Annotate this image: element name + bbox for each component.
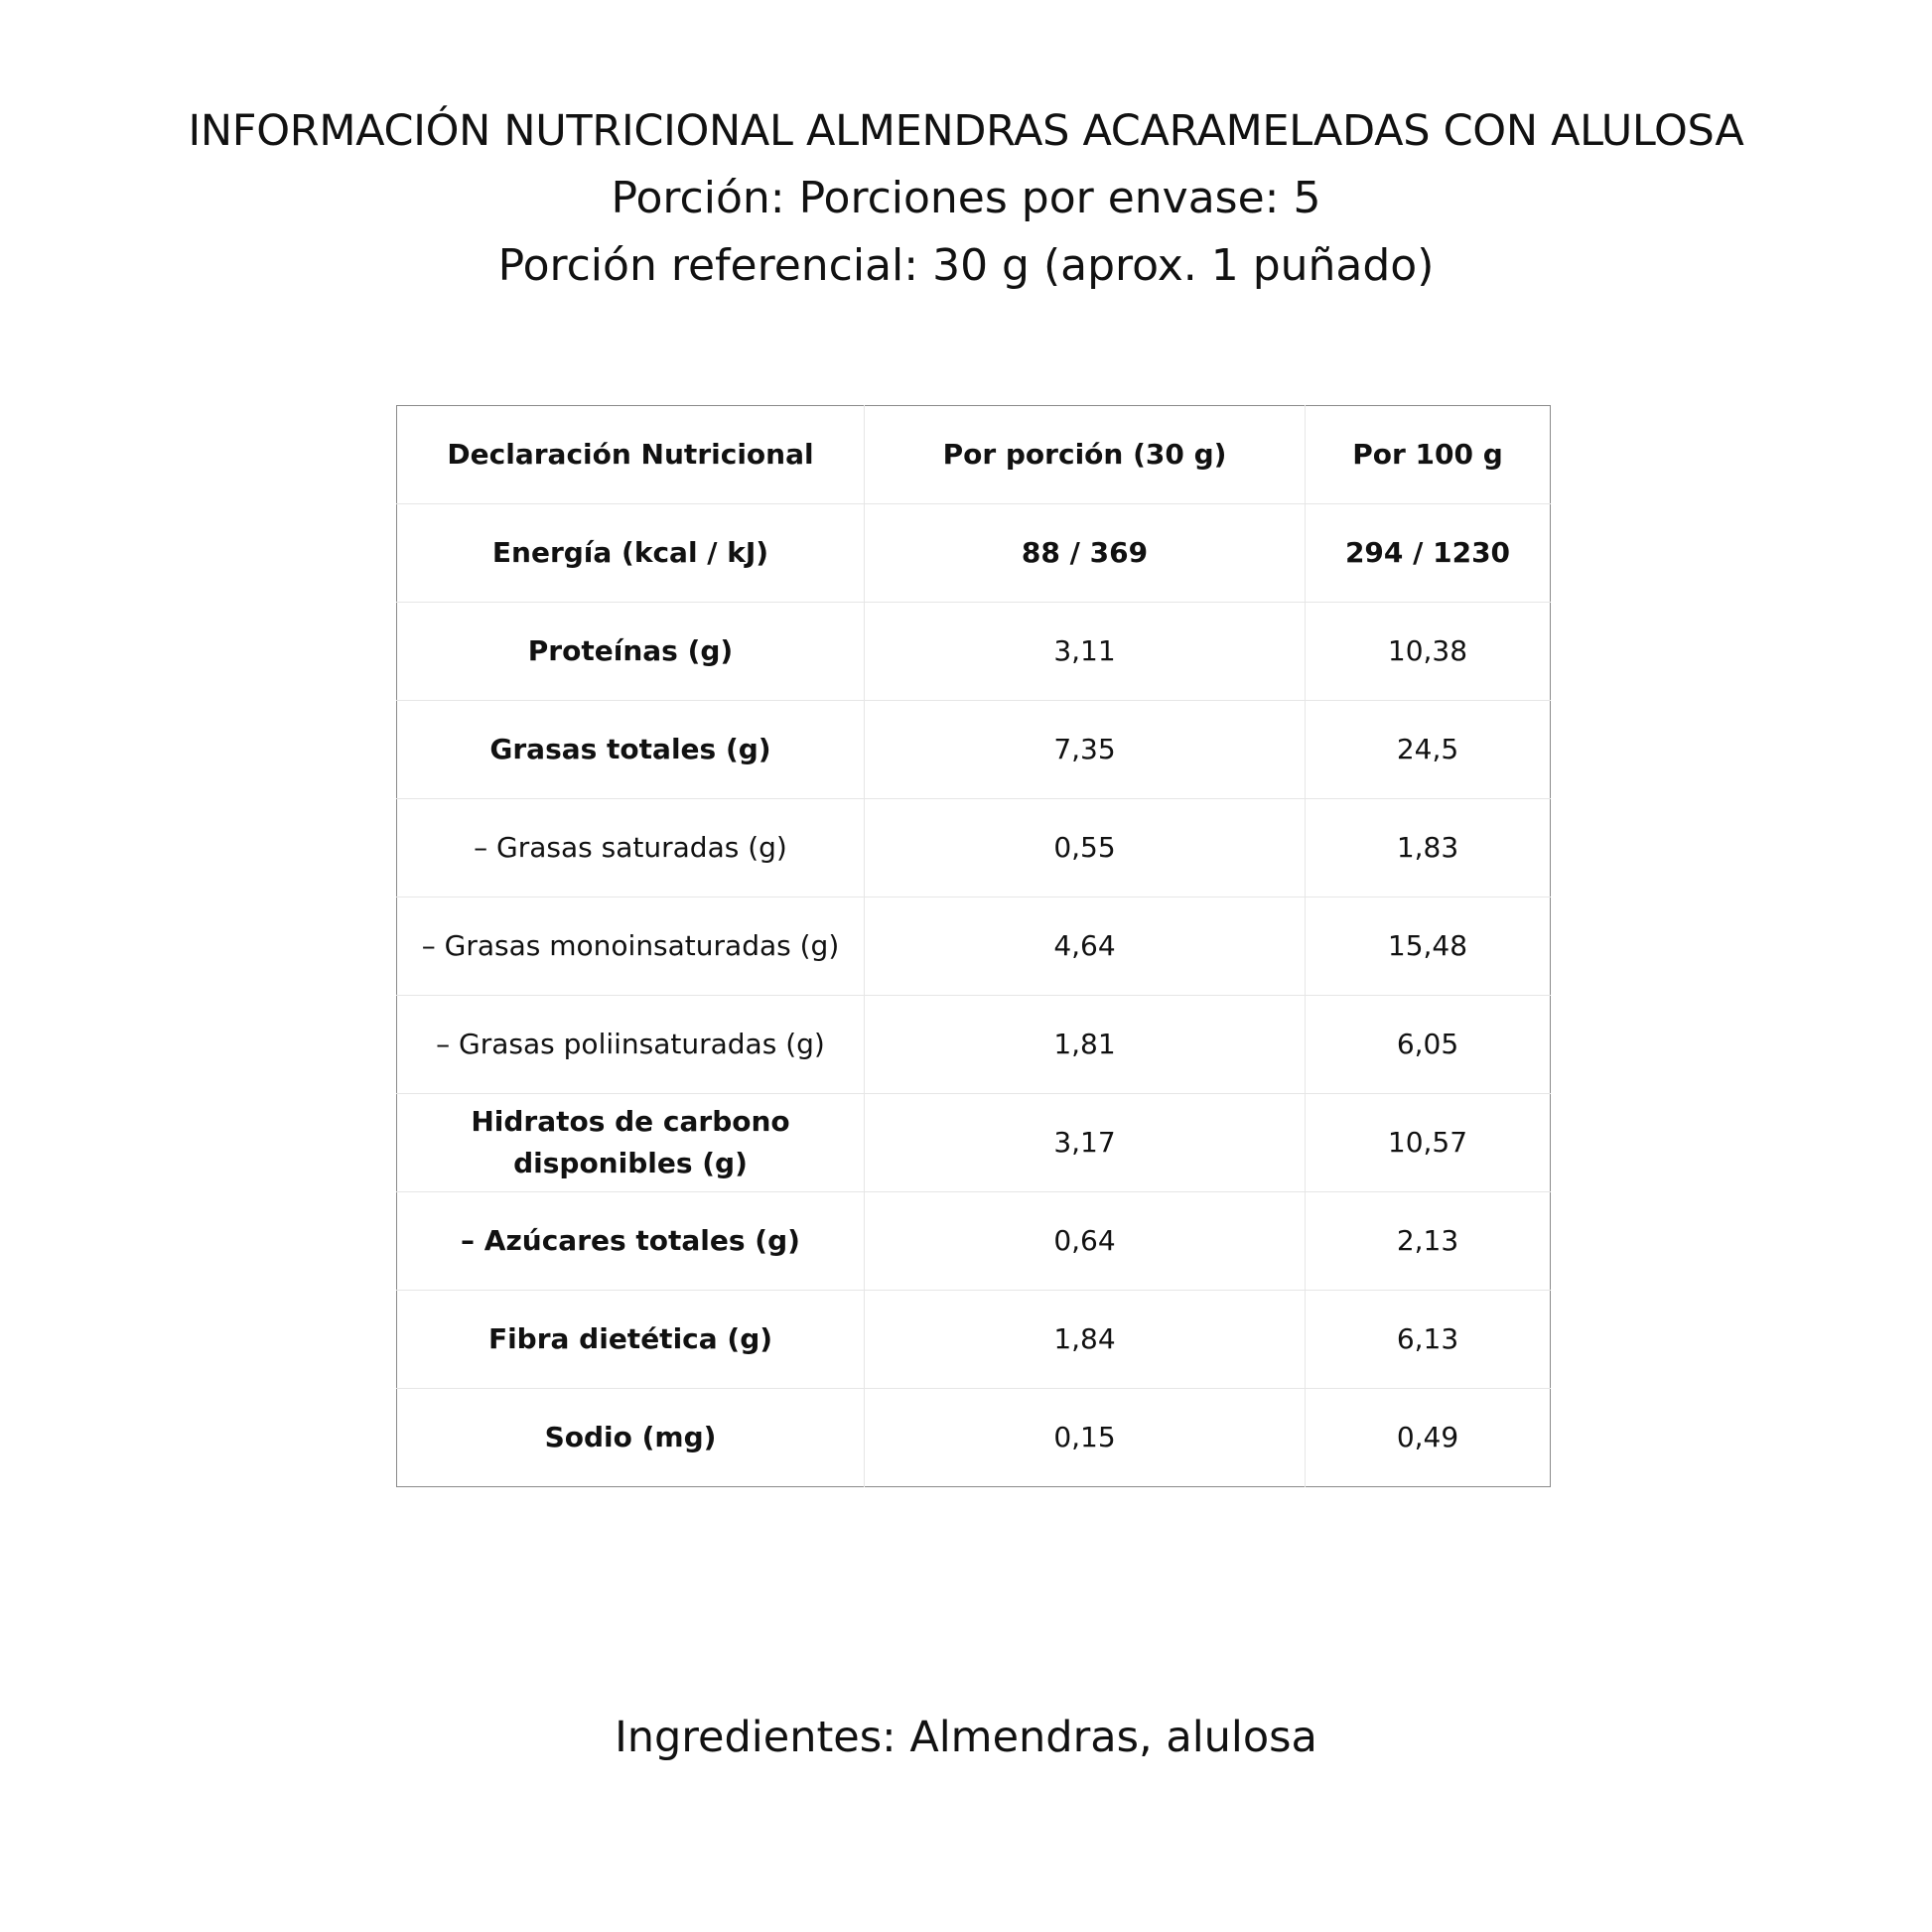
row-per-portion: 88 / 369: [865, 504, 1306, 603]
row-per-100g: 2,13: [1306, 1192, 1551, 1291]
table-header-row: [397, 406, 1551, 504]
row-per-portion: 1,84: [865, 1291, 1306, 1389]
row-per-100g: 1,83: [1306, 799, 1551, 897]
row-per-100g: 24,5: [1306, 701, 1551, 799]
column-header-per-100g: Por 100 g: [1306, 406, 1551, 504]
row-label: Grasas totales (g): [397, 701, 865, 799]
table-row: [397, 701, 1551, 799]
row-label: – Grasas poliinsaturadas (g): [397, 996, 865, 1094]
row-per-100g: 15,48: [1306, 897, 1551, 996]
nutrition-table: [396, 405, 1551, 1487]
reference-portion-info: Porción referencial: 30 g (aprox. 1 puñado): [497, 240, 1435, 291]
row-label: – Azúcares totales (g): [397, 1192, 865, 1291]
table-row: [397, 1094, 1551, 1192]
ingredients-text: Ingredientes: Almendras, alulosa: [615, 1713, 1317, 1762]
page-title: INFORMACIÓN NUTRICIONAL ALMENDRAS ACARAMELADAS CON ALULOSA: [188, 106, 1744, 156]
row-per-100g: 6,05: [1306, 996, 1551, 1094]
row-label: – Grasas saturadas (g): [397, 799, 865, 897]
header: [0, 97, 1932, 300]
row-per-100g: 10,38: [1306, 603, 1551, 701]
row-per-portion: 4,64: [865, 897, 1306, 996]
row-per-portion: 1,81: [865, 996, 1306, 1094]
table-row: [397, 996, 1551, 1094]
row-label: Proteínas (g): [397, 603, 865, 701]
row-per-100g: 294 / 1230: [1306, 504, 1551, 603]
row-label: Hidratos de carbono disponibles (g): [397, 1094, 865, 1192]
row-per-100g: 0,49: [1306, 1389, 1551, 1487]
row-label: – Grasas monoinsaturadas (g): [397, 897, 865, 996]
row-per-portion: 7,35: [865, 701, 1306, 799]
table-row: [397, 1389, 1551, 1487]
row-per-portion: 0,55: [865, 799, 1306, 897]
row-per-portion: 3,17: [865, 1094, 1306, 1192]
table-row: [397, 1291, 1551, 1389]
table-row: [397, 1192, 1551, 1291]
row-per-100g: 6,13: [1306, 1291, 1551, 1389]
row-label: Sodio (mg): [397, 1389, 865, 1487]
row-label: Energía (kcal / kJ): [397, 504, 865, 603]
row-per-100g: 10,57: [1306, 1094, 1551, 1192]
row-per-portion: 3,11: [865, 603, 1306, 701]
column-header-declaration: Declaración Nutricional: [447, 438, 814, 471]
nutrition-table-container: [396, 405, 1550, 1487]
row-per-portion: 0,15: [865, 1389, 1306, 1487]
column-header-per-portion: Por porción (30 g): [865, 406, 1306, 504]
table-row: [397, 504, 1551, 603]
table-row: [397, 799, 1551, 897]
row-label: Fibra dietética (g): [397, 1291, 865, 1389]
table-row: [397, 897, 1551, 996]
portion-info: Porción: Porciones por envase: 5: [611, 173, 1321, 223]
row-per-portion: 0,64: [865, 1192, 1306, 1291]
table-row: [397, 603, 1551, 701]
